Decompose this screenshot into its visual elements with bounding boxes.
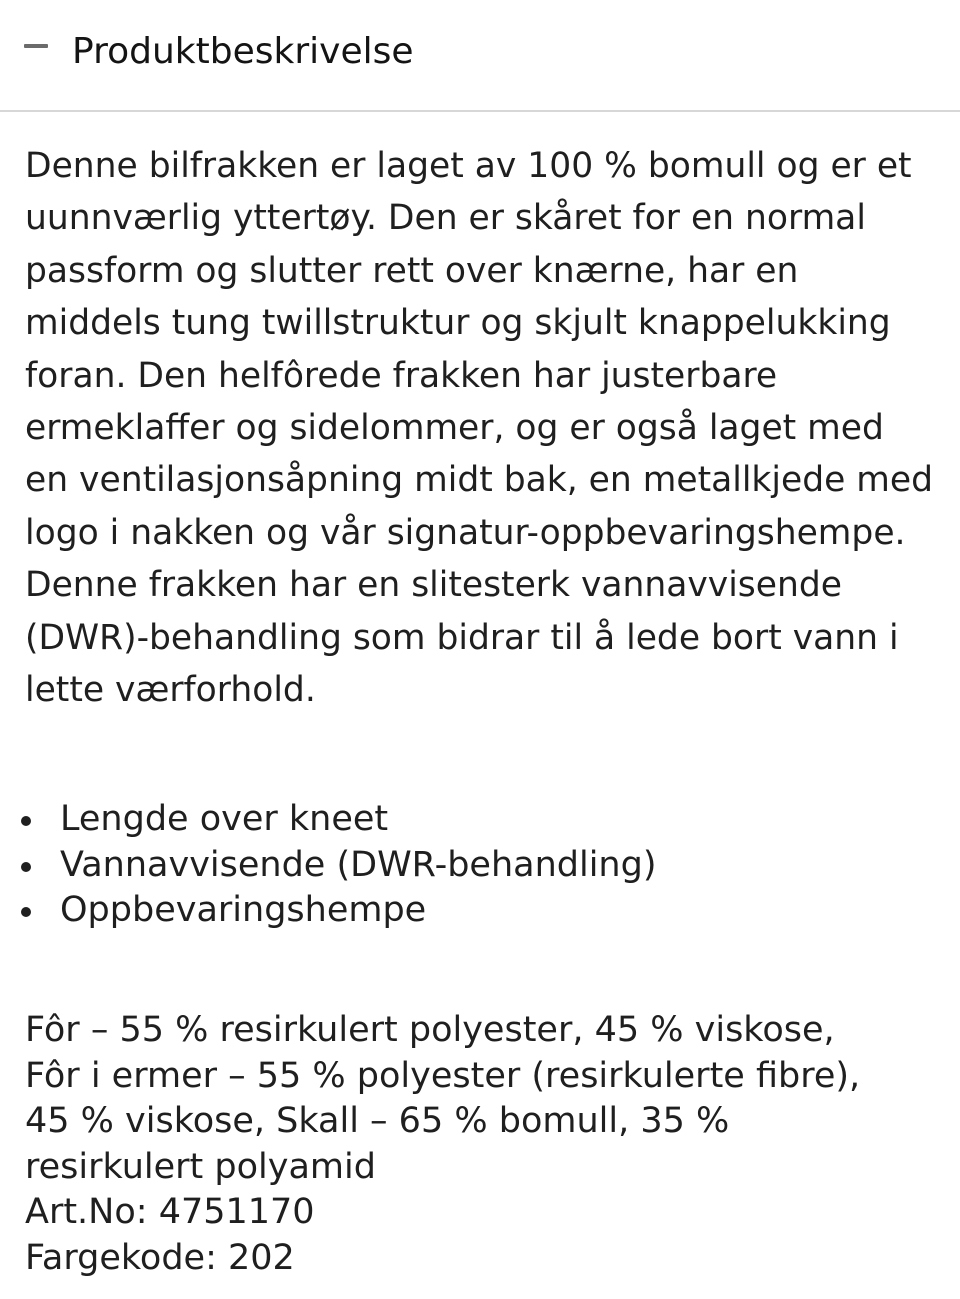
list-item — [0, 797, 960, 843]
materials-section — [25, 1008, 940, 1281]
list-item — [0, 888, 960, 934]
bullet-icon — [21, 816, 31, 826]
feature-text: Lengde over kneet — [60, 799, 389, 839]
accordion-title: Produktbeskrivelse — [72, 31, 414, 72]
feature-text: Oppbevaringshempe — [60, 890, 427, 930]
color-code: Fargekode: 202 — [25, 1237, 295, 1278]
bullet-icon — [21, 907, 31, 917]
feature-list — [0, 797, 960, 934]
feature-text: Vannavvisende (DWR-behandling) — [60, 844, 657, 885]
product-description: Denne bilfrakken er laget av 100 % bomull og er et uunnværlig yttertøy. Den er skåret for en normal passform og slutter rett over knærne, har en middels tung twillstruktur og skjult knappelukking foran. Den helfôrede frakken har justerbare ermeklaffer og sidelommer, og er også laget med en ventilasjonsåpning midt bak, en metallkjede med logo i nakken og vår signatur-oppbevaringshempe. Denne frakken har en slitesterk vannavvisende (DWR)-behandling som bidrar til å lede bort vann i lette værforhold. — [25, 146, 934, 711]
material-line: Fôr – 55 % resirkulert polyester, 45 % viskose, — [25, 1010, 835, 1050]
material-line: resirkulert polyamid — [25, 1146, 376, 1187]
material-line: Fôr i ermer – 55 % polyester (resirkulerte fibre), — [25, 1055, 861, 1096]
list-item — [0, 843, 960, 889]
article-number: Art.No: 4751170 — [25, 1192, 315, 1232]
material-line: 45 % viskose, Skall – 65 % bomull, 35 % — [25, 1101, 730, 1141]
accordion-header-produktbeskrivelse[interactable] — [0, 0, 960, 112]
minus-icon[interactable] — [24, 44, 48, 48]
bullet-icon — [21, 862, 31, 872]
